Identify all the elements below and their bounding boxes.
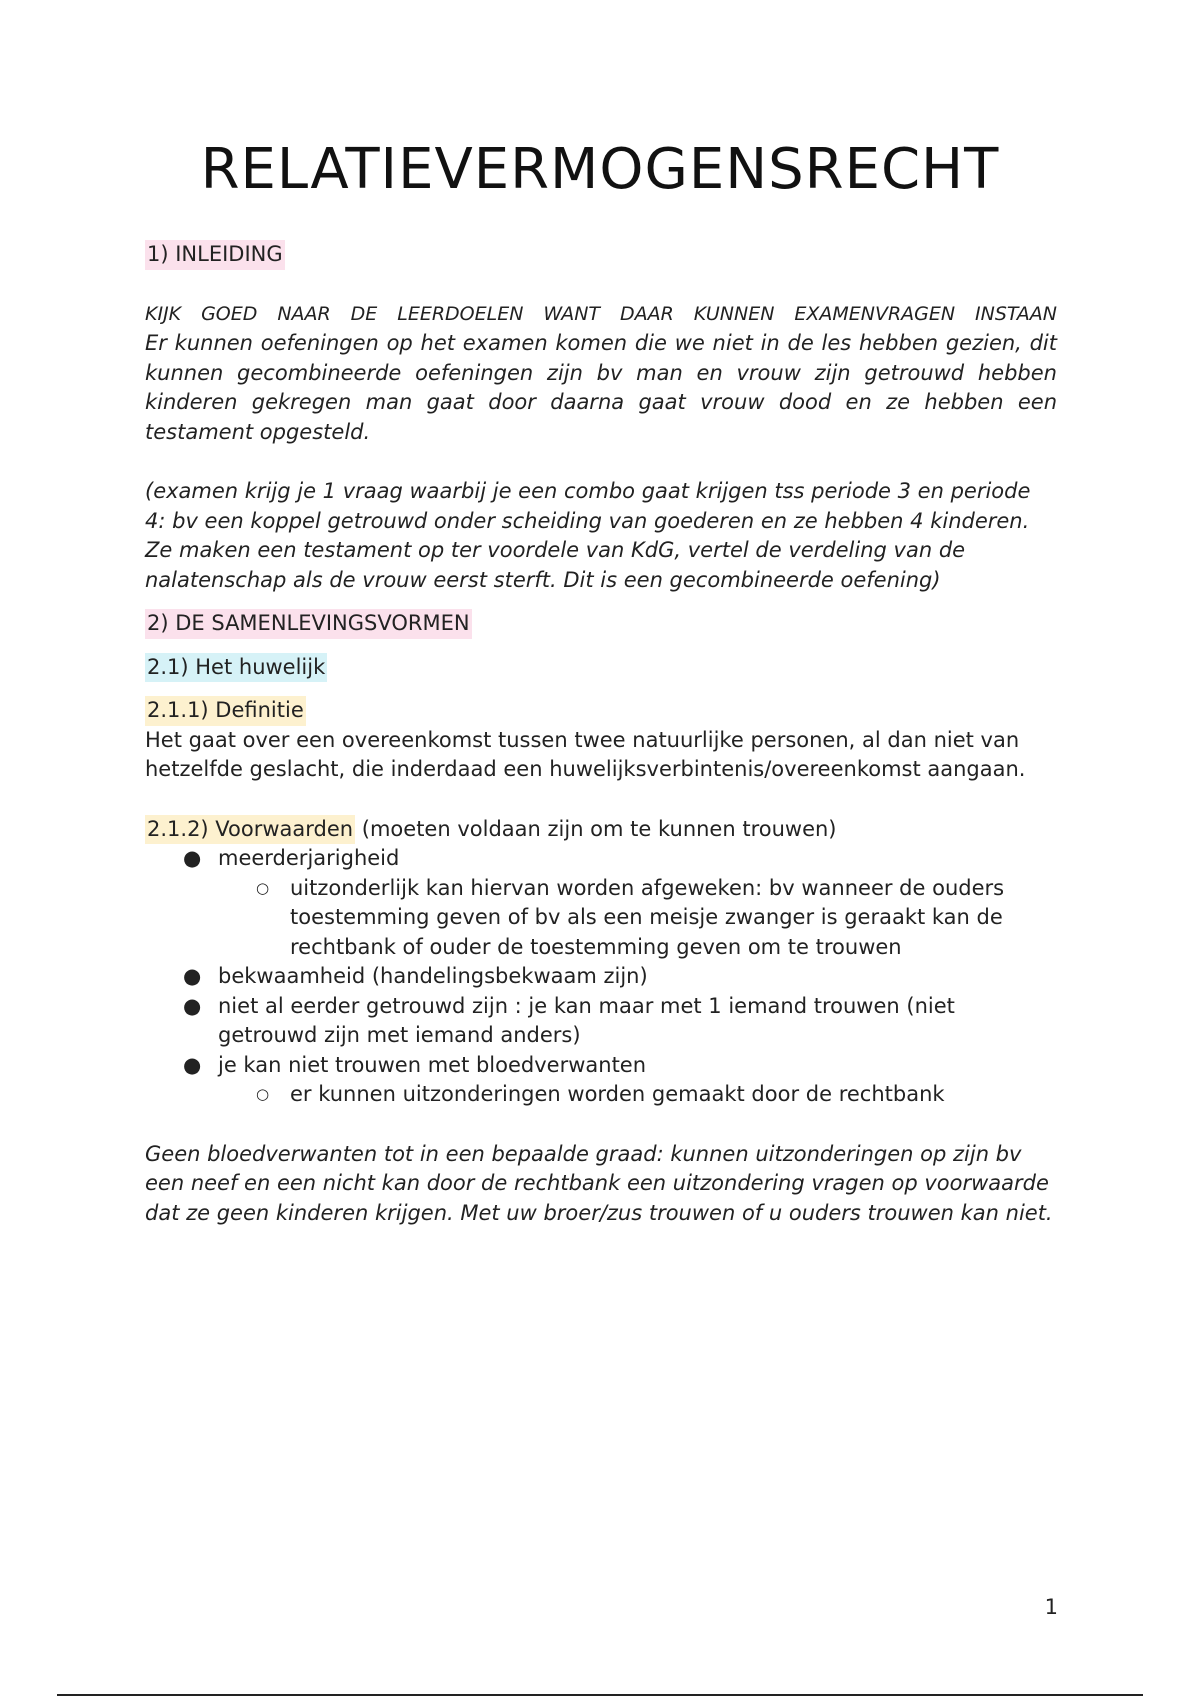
sub-list [218, 1080, 1057, 1110]
bullet-icon: ● [183, 1052, 202, 1077]
list-item [145, 992, 1057, 1051]
conditions-heading-label: 2.1.2) Voorwaarden [145, 815, 355, 845]
subsection-heading-huwelijk [145, 653, 1057, 683]
section-heading-label: 1) INLEIDING [145, 240, 285, 270]
page-number: 1 [1044, 1595, 1058, 1619]
page-bottom-divider [57, 1694, 1143, 1696]
section-heading-label: 2) DE SAMENLEVINGSVORMEN [145, 609, 472, 639]
list-item-text: je kan niet trouwen met bloedverwanten [218, 1052, 647, 1077]
sub-list-item [218, 1080, 1057, 1110]
definition-text: Het gaat over een overeenkomst tussen twee natuurlijke personen, al dan niet van hetzelfde geslacht, die inderdaad een huwelijksverbintenis/overeenkomst aangaan. [145, 727, 1026, 781]
list-item [145, 1051, 1057, 1110]
list-item-text: niet al eerder getrouwd zijn : je kan maar met 1 iemand trouwen (niet getrouwd zijn met iemand anders) [218, 993, 955, 1047]
bullet-icon: ● [183, 964, 202, 988]
intro-paragraph: Er kunnen oefeningen op het examen komen die we niet in de les hebben gezien, dit kunnen gecombineerde oefeningen zijn bv man en vrouw zijn getrouwd hebben kinderen gekregen man gaat door daarna gaat vrouw dood en ze hebben een testament opgesteld. [145, 331, 1057, 444]
conditions-heading-suffix: (moeten voldaan zijn om te kunnen trouwen) [355, 816, 837, 841]
conditions-heading [145, 815, 1057, 845]
list-item [145, 844, 1057, 962]
section-heading-samenlevingsvormen [145, 609, 1057, 639]
learning-goals-note: KIJK GOED NAAR DE LEERDOELEN WANT DAAR KUNNEN EXAMENVRAGEN INSTAAN [145, 302, 1057, 325]
subsection-heading-label: 2.1) Het huwelijk [145, 653, 327, 683]
sub-list [218, 874, 1057, 963]
list-item-text: meerderjarigheid [218, 846, 400, 870]
blood-relatives-note: Geen bloedverwanten tot in een bepaalde graad: kunnen uitzonderingen op zijn bv een neef en een nicht kan door de rechtbank een uitzondering vragen op voorwaarde dat ze geen kinderen krijgen. Met uw broer/zus trouwen of u ouders trouwen kan niet. [145, 1141, 1053, 1225]
list-item [145, 962, 1057, 992]
circle-bullet-icon: ○ [256, 878, 270, 897]
definition-heading [145, 696, 1057, 726]
document-body [145, 240, 1057, 1228]
document-title: RELATIEVERMOGENSRECHT [200, 137, 1000, 202]
list-item-text: bekwaamheid (handelingsbekwaam zijn) [218, 964, 648, 988]
conditions-list [145, 844, 1057, 1110]
sub-list-item [218, 874, 1057, 963]
sub-list-item-text: uitzonderlijk kan hiervan worden afgeweken: bv wanneer de ouders toestemming geven of bv als een meisje zwanger is geraakt kan de rechtbank of ouder de toestemming geven om te trouwen [290, 875, 1005, 959]
exam-note-paragraph: (examen krijg je 1 vraag waarbij je een combo gaat krijgen tss periode 3 en periode 4: bv een koppel getrouwd onder scheiding van goederen en ze hebben 4 kinderen. Ze maken een testament op ter voordele van KdG, vertel de verdeling van de nalatenschap als de vrouw eerst sterft. Dit is een gecombineerde oefening) [145, 479, 1031, 592]
sub-list-item-text: er kunnen uitzonderingen worden gemaakt door de rechtbank [290, 1082, 945, 1106]
bullet-icon: ● [183, 846, 202, 870]
circle-bullet-icon: ○ [256, 1085, 270, 1103]
definition-heading-label: 2.1.1) Definitie [145, 696, 306, 726]
section-heading-inleiding [145, 240, 1057, 270]
bullet-icon: ● [183, 993, 202, 1018]
